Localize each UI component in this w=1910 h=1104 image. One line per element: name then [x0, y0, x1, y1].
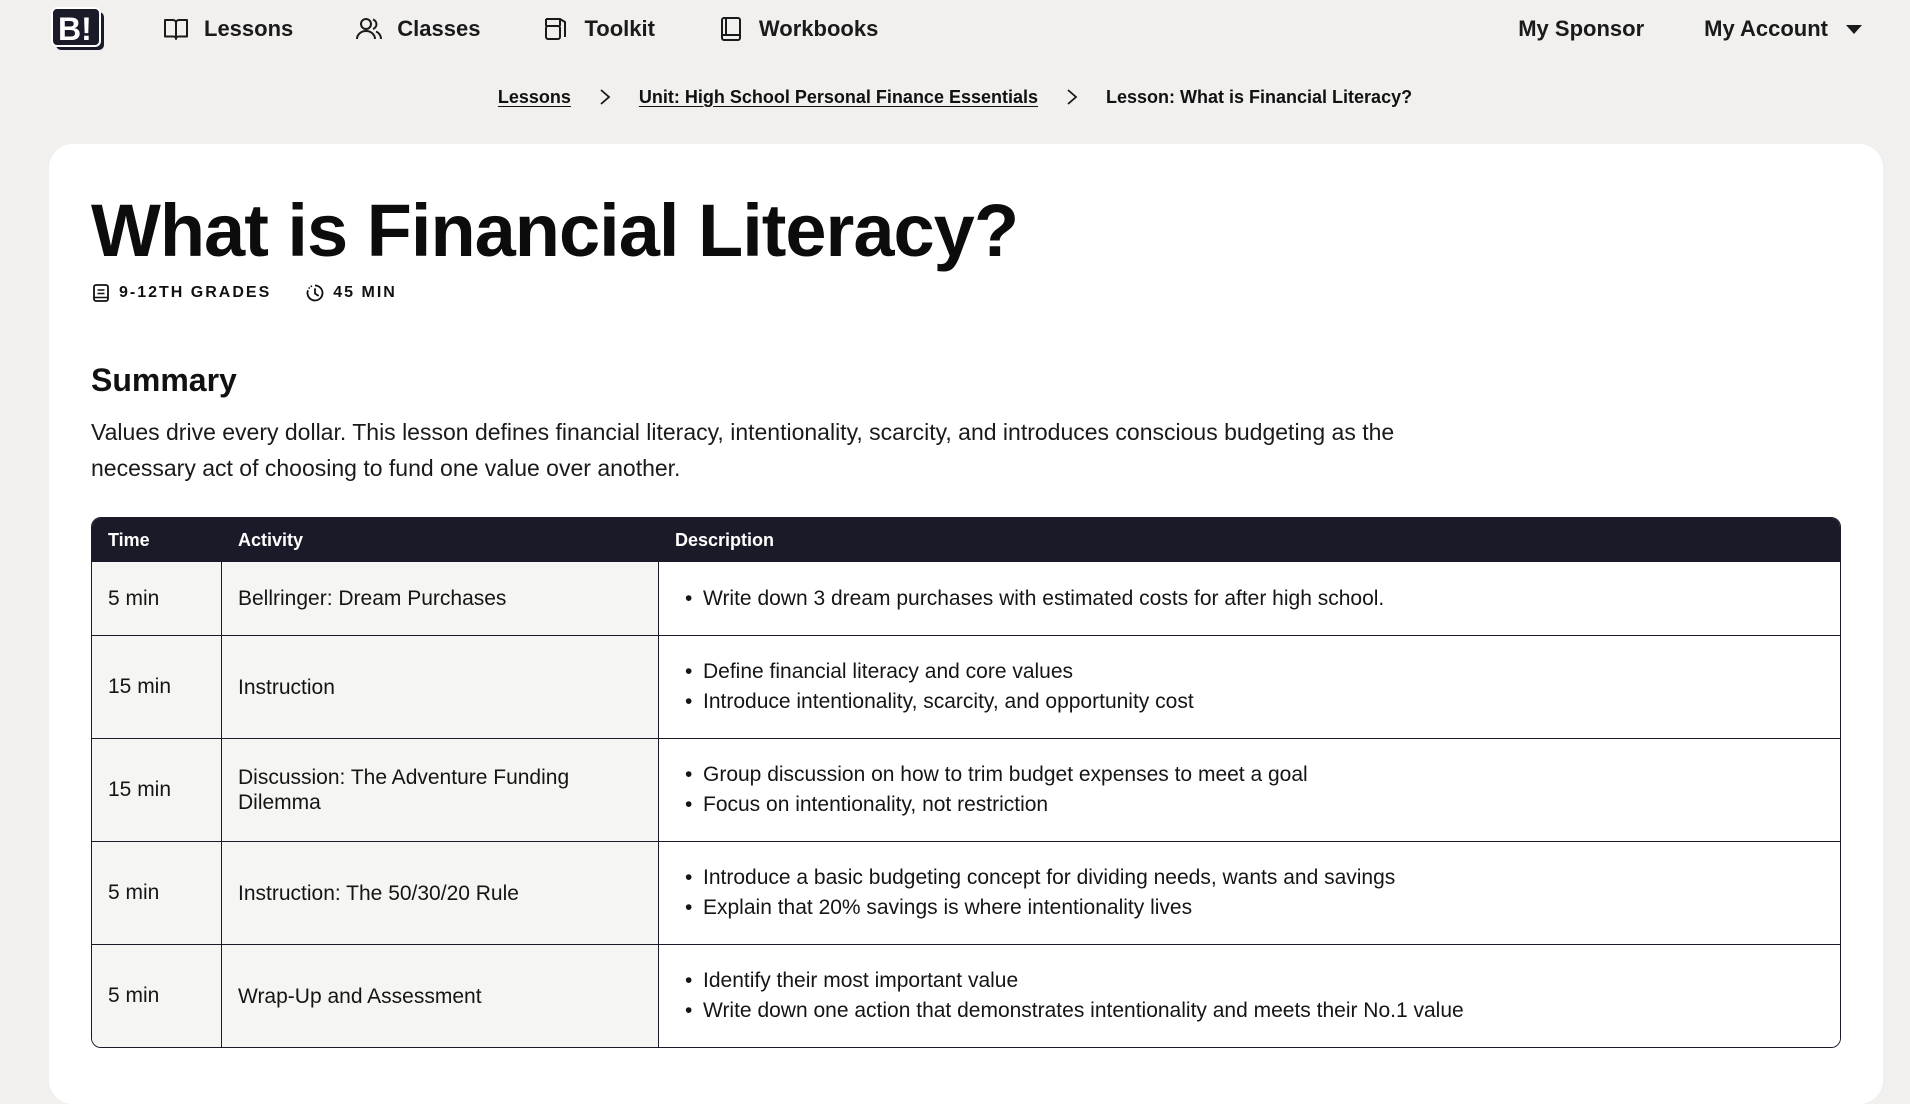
nav-item-lessons[interactable]	[162, 15, 293, 43]
table-row	[92, 841, 1840, 944]
breadcrumb-link-lessons[interactable]: Lessons	[497, 86, 571, 107]
lesson-card	[49, 144, 1883, 1104]
cell-description	[659, 842, 1840, 944]
summary-heading: Summary	[91, 362, 237, 398]
top-navigation	[0, 0, 1910, 58]
caret-down-icon	[1846, 25, 1862, 34]
nav-item-toolkit[interactable]	[542, 15, 654, 43]
table-body	[92, 562, 1840, 1047]
description-list	[685, 760, 1308, 820]
my-account-label: My Account	[1704, 16, 1828, 41]
lesson-plan-table	[91, 517, 1841, 1048]
description-item: • Introduce intentionality, scarcity, and opportunity cost	[685, 687, 1194, 717]
description-list	[685, 657, 1194, 717]
cell-description	[659, 562, 1840, 635]
duration-label: 45 MIN	[333, 284, 397, 301]
lesson-duration	[305, 283, 397, 303]
account-nav	[1458, 0, 1862, 58]
nav-label-workbooks: Workbooks	[758, 16, 879, 41]
chevron-right-icon	[1064, 87, 1080, 107]
grade-level-label: 9-12TH GRADES	[119, 284, 272, 301]
cell-time: 5 min	[92, 842, 222, 944]
toolkit-icon	[542, 15, 570, 43]
cell-description	[659, 945, 1840, 1047]
logo-text: B!	[58, 11, 92, 47]
description-item: • Focus on intentionality, not restriction	[685, 790, 1308, 820]
cell-time: 5 min	[92, 562, 222, 635]
table-row	[92, 635, 1840, 738]
breadcrumb-link-unit[interactable]: Unit: High School Personal Finance Essentials	[638, 86, 1039, 107]
cell-activity: Wrap-Up and Assessment	[222, 945, 659, 1047]
cell-time: 15 min	[92, 636, 222, 738]
cell-description	[659, 636, 1840, 738]
column-header-time: Time	[108, 529, 150, 550]
column-header-activity: Activity	[238, 529, 304, 550]
table-header-row	[92, 518, 1840, 562]
my-sponsor-label: My Sponsor	[1518, 16, 1645, 41]
cell-activity: Instruction: The 50/30/20 Rule	[222, 842, 659, 944]
brand-logo[interactable]	[50, 7, 106, 51]
table-row	[92, 738, 1840, 841]
nav-label-lessons: Lessons	[204, 16, 294, 41]
chevron-right-icon	[597, 87, 613, 107]
nav-item-workbooks[interactable]	[717, 15, 878, 43]
grade-level	[91, 283, 271, 303]
lesson-meta	[91, 283, 431, 303]
notebook-icon	[91, 283, 111, 303]
nav-label-toolkit: Toolkit	[584, 16, 655, 41]
description-item: • Explain that 20% savings is where intentionality lives	[685, 893, 1395, 923]
cell-time: 5 min	[92, 945, 222, 1047]
description-item: • Write down one action that demonstrates intentionality and meets their No.1 value	[685, 996, 1464, 1026]
cell-description	[659, 739, 1840, 841]
description-item: • Group discussion on how to trim budget expenses to meet a goal	[685, 760, 1308, 790]
table-row	[92, 562, 1840, 635]
clock-icon	[305, 283, 325, 303]
description-item: • Identify their most important value	[685, 966, 1464, 996]
users-icon	[355, 15, 383, 43]
breadcrumb-current: Lesson: What is Financial Literacy?	[1106, 86, 1413, 107]
cell-activity: Instruction	[222, 636, 659, 738]
description-item: • Write down 3 dream purchases with estimated costs for after high school.	[685, 584, 1384, 614]
primary-nav	[162, 0, 940, 58]
description-list	[685, 863, 1395, 923]
my-account-dropdown[interactable]	[1704, 16, 1862, 42]
description-list	[685, 584, 1384, 614]
summary-text: Values drive every dollar. This lesson defines financial literacy, intentionality, scarcity, and introduces conscious budgeting as the necessary act of choosing to fund one value over another.	[91, 419, 1395, 481]
breadcrumb	[0, 80, 1910, 114]
cell-activity: Bellringer: Dream Purchases	[222, 562, 659, 635]
nav-item-classes[interactable]	[355, 15, 480, 43]
nav-label-classes: Classes	[397, 16, 481, 41]
description-list	[685, 966, 1464, 1026]
table-row	[92, 944, 1840, 1047]
description-item: • Introduce a basic budgeting concept for dividing needs, wants and savings	[685, 863, 1395, 893]
workbook-icon	[717, 15, 745, 43]
my-sponsor-link[interactable]	[1518, 16, 1644, 42]
page-title: What is Financial Literacy?	[91, 189, 1019, 272]
book-open-icon	[162, 15, 190, 43]
column-header-description: Description	[675, 529, 775, 550]
description-item: • Define financial literacy and core values	[685, 657, 1194, 687]
cell-time: 15 min	[92, 739, 222, 841]
cell-activity: Discussion: The Adventure Funding Dilemma	[222, 739, 659, 841]
